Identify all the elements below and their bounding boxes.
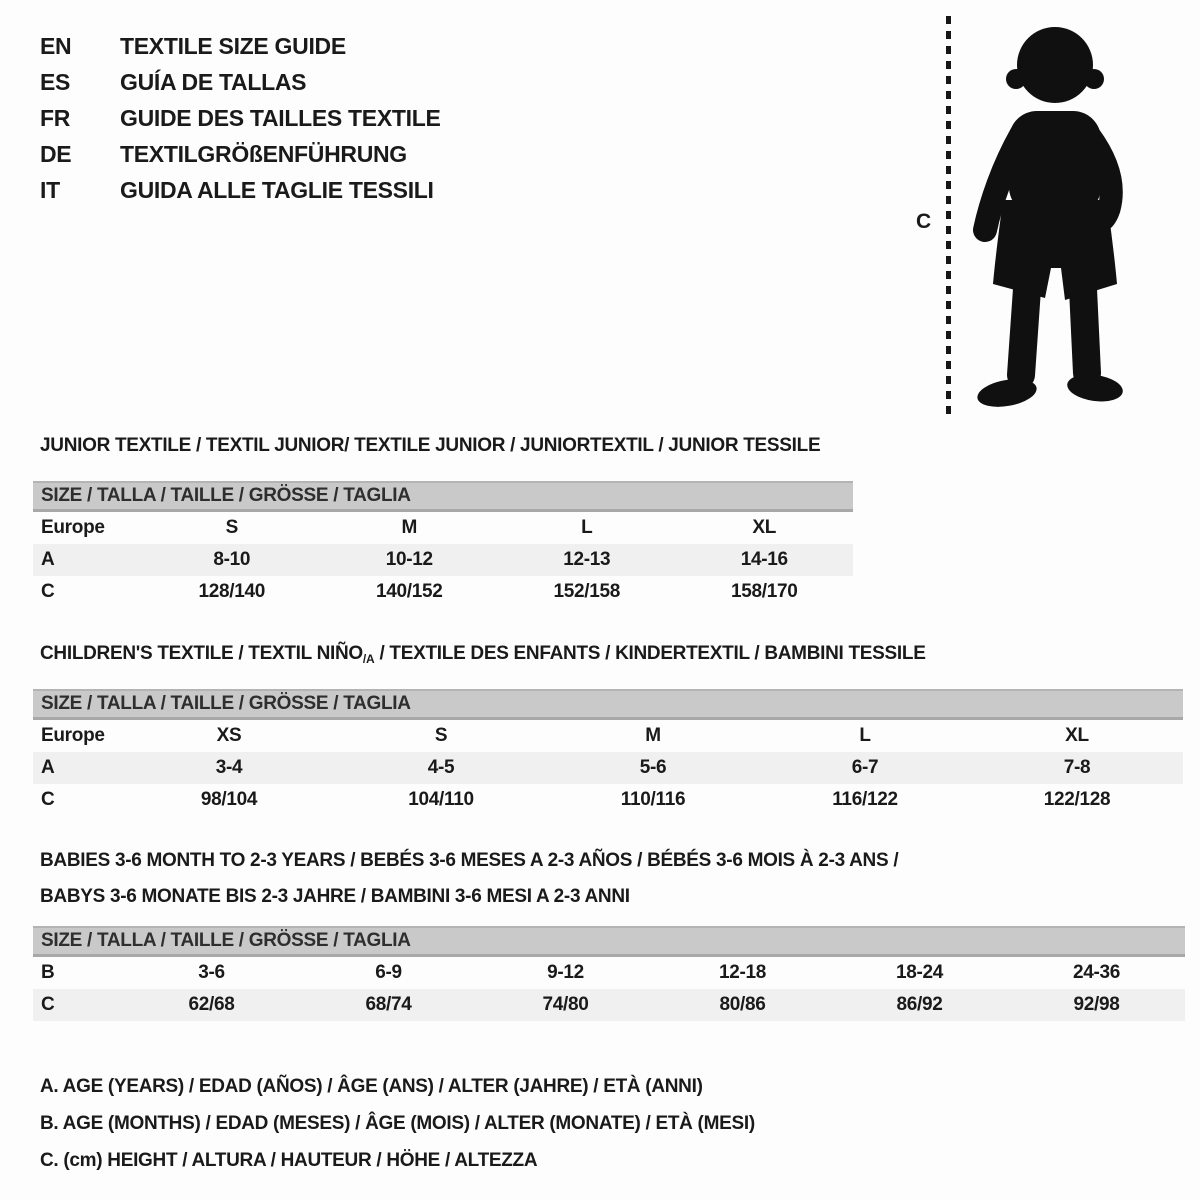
children-title-suffix: / TEXTILE DES ENFANTS / KINDERTEXTIL / BAMBINI TESSILE <box>374 643 926 664</box>
table-cell: 68/74 <box>365 994 412 1015</box>
junior-size-table <box>33 481 853 608</box>
table-cell: 98/104 <box>200 789 258 810</box>
table-cell: 9-12 <box>547 962 584 983</box>
babies-section-title <box>40 843 970 915</box>
row-label: A <box>41 757 55 778</box>
table-cell: 10-12 <box>385 549 433 570</box>
table-row-age <box>33 544 853 576</box>
junior-table-header: SIZE / TALLA / TAILLE / GRÖSSE / TAGLIA <box>33 481 853 512</box>
children-title-prefix: CHILDREN'S TEXTILE / TEXTIL NIÑO <box>40 643 363 664</box>
lang-code: ES <box>40 69 71 95</box>
table-cell: L <box>581 517 593 538</box>
table-cell: 8-10 <box>213 549 251 570</box>
row-label: A <box>41 549 55 570</box>
table-row-height <box>33 784 1183 816</box>
lang-title: TEXTILGRÖßENFÜHRUNG <box>120 141 407 167</box>
table-cell: 3-6 <box>198 962 225 983</box>
table-cell: 152/158 <box>553 581 621 602</box>
table-cell: 7-8 <box>1063 757 1091 778</box>
children-title-sub: /A <box>362 652 375 666</box>
lang-row-de <box>40 136 441 172</box>
lang-code: FR <box>40 105 71 131</box>
height-measure-label: C <box>916 210 931 233</box>
table-cell: 122/128 <box>1043 789 1111 810</box>
table-cell: 92/98 <box>1073 994 1120 1015</box>
measurement-legend <box>40 1068 755 1179</box>
lang-row-it <box>40 172 441 208</box>
row-label: B <box>41 962 55 983</box>
table-cell: 140/152 <box>375 581 443 602</box>
table-cell: XL <box>1065 725 1089 746</box>
lang-row-en <box>40 28 441 64</box>
legend-line-a: A. AGE (YEARS) / EDAD (AÑOS) / ÂGE (ANS) / ALTER (JAHRE) / ETÀ (ANNI) <box>40 1076 703 1097</box>
table-cell: 12-18 <box>718 962 767 983</box>
table-cell: 6-7 <box>851 757 879 778</box>
table-cell: 12-13 <box>563 549 611 570</box>
babies-table-header: SIZE / TALLA / TAILLE / GRÖSSE / TAGLIA <box>33 926 1185 957</box>
height-measure-dashed-line <box>946 16 951 418</box>
table-cell: 128/140 <box>198 581 266 602</box>
table-cell: 74/80 <box>542 994 589 1015</box>
lang-code: DE <box>40 141 72 167</box>
children-size-table <box>33 689 1183 816</box>
table-cell: S <box>225 517 238 538</box>
table-cell: 3-4 <box>215 757 243 778</box>
row-label: Europe <box>41 725 105 746</box>
legend-line-b: B. AGE (MONTHS) / EDAD (MESES) / ÂGE (MOIS) / ALTER (MONATE) / ETÀ (MESI) <box>40 1113 755 1134</box>
table-row-height <box>33 989 1185 1021</box>
row-label: C <box>41 994 55 1015</box>
junior-section-title: JUNIOR TEXTILE / TEXTIL JUNIOR/ TEXTILE JUNIOR / JUNIORTEXTIL / JUNIOR TESSILE <box>40 435 821 456</box>
row-label: C <box>41 789 55 810</box>
table-cell: 18-24 <box>895 962 944 983</box>
table-cell: 86/92 <box>896 994 943 1015</box>
table-row-europe <box>33 512 853 544</box>
table-row-height <box>33 576 853 608</box>
babies-title-line1: BABIES 3-6 MONTH TO 2-3 YEARS / BEBÉS 3-6 MESES A 2-3 AÑOS / BÉBÉS 3-6 MOIS À 2-3 ANS / <box>40 850 899 871</box>
table-cell: XS <box>216 725 242 746</box>
table-cell: 14-16 <box>740 549 788 570</box>
table-cell: 6-9 <box>375 962 402 983</box>
table-row-months <box>33 957 1185 989</box>
row-label: Europe <box>41 517 105 538</box>
table-cell: 104/110 <box>408 789 474 810</box>
lang-row-es <box>40 64 441 100</box>
lang-title: TEXTILE SIZE GUIDE <box>120 33 346 59</box>
legend-line-c: C. (cm) HEIGHT / ALTURA / HAUTEUR / HÖHE / ALTEZZA <box>40 1150 538 1171</box>
lang-title: GUIDE DES TAILLES TEXTILE <box>120 105 441 131</box>
table-cell: 110/116 <box>620 789 686 810</box>
table-cell: 158/170 <box>730 581 798 602</box>
table-cell: 80/86 <box>719 994 766 1015</box>
toddler-silhouette-icon <box>963 17 1135 420</box>
row-label: C <box>41 581 55 602</box>
table-cell: 62/68 <box>188 994 235 1015</box>
lang-title: GUIDA ALLE TAGLIE TESSILI <box>120 177 434 203</box>
table-cell: M <box>645 725 661 746</box>
table-row-europe <box>33 720 1183 752</box>
table-cell: L <box>859 725 871 746</box>
table-cell: M <box>401 517 418 538</box>
children-table-header: SIZE / TALLA / TAILLE / GRÖSSE / TAGLIA <box>33 689 1183 720</box>
lang-title: GUÍA DE TALLAS <box>120 69 307 95</box>
lang-code: IT <box>40 177 60 203</box>
table-row-age <box>33 752 1183 784</box>
table-cell: S <box>434 725 448 746</box>
table-cell: 4-5 <box>427 757 455 778</box>
table-cell: 5-6 <box>639 757 667 778</box>
language-title-list <box>40 28 441 208</box>
babies-size-table <box>33 926 1185 1021</box>
lang-row-fr <box>40 100 441 136</box>
table-cell: 24-36 <box>1072 962 1121 983</box>
children-section-title <box>40 642 926 671</box>
table-cell: 116/122 <box>832 789 898 810</box>
lang-code: EN <box>40 33 72 59</box>
babies-title-line2: BABYS 3-6 MONATE BIS 2-3 JAHRE / BAMBINI 3-6 MESI A 2-3 ANNI <box>40 886 630 907</box>
table-cell: XL <box>752 517 777 538</box>
